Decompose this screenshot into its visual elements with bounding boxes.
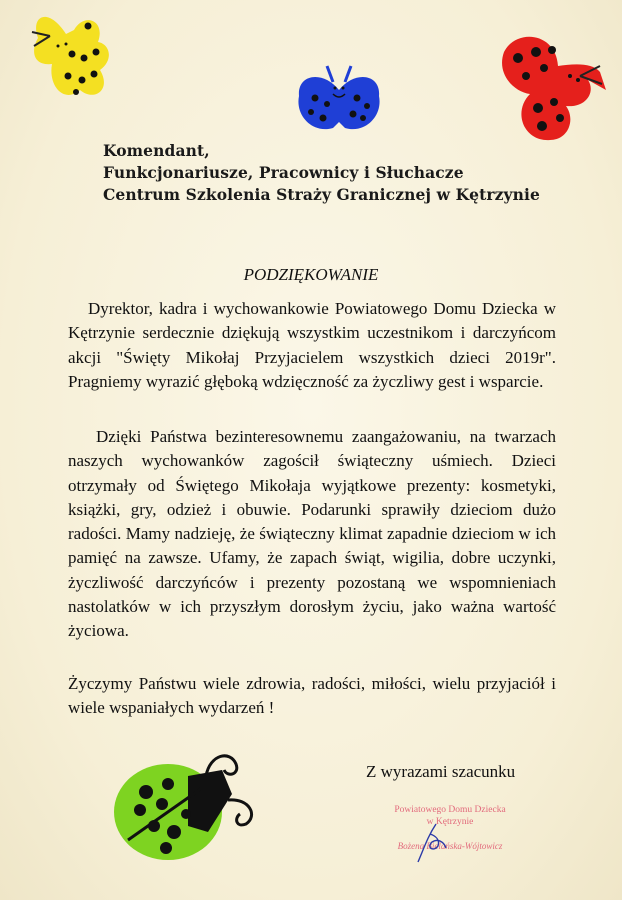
blue-butterfly-decoration: [293, 60, 385, 142]
handwritten-signature: [410, 818, 450, 868]
addressee-line-2: Funkcjonariusze, Pracownicy i Słuchacze: [103, 163, 464, 182]
addressee-block: [103, 140, 540, 206]
paragraph-1: Dyrektor, kadra i wychowankowie Powiatowego Domu Dziecka w Kętrzynie serdecznie dziękują wszystkim uczestnikom i darczyńcom akcji "Święty Mikołaj Przyjacielem wszystkich dzieci 2019r". Pragniemy wyrazić głęboką wdzięczność za życzliwy gest i wsparcie.: [68, 299, 556, 391]
letter-title: PODZIĘKOWANIE: [243, 265, 379, 284]
stamp-line-1: Powiatowego Domu Dziecka: [394, 805, 506, 815]
red-butterfly-decoration: [496, 22, 608, 150]
paragraph-3: Życzymy Państwu wiele zdrowia, radości, miłości, wielu przyjaciół i wiele wspaniałych wydarzeń !: [68, 674, 556, 718]
addressee-line-1: Komendant,: [103, 141, 210, 160]
stamp-signer: Bożena Bielańska-Wójtowicz: [397, 841, 503, 851]
closing-salutation: Z wyrazami szacunku: [366, 762, 516, 781]
green-ladybug-decoration: [110, 748, 260, 866]
yellow-butterfly-decoration: [28, 4, 113, 106]
institution-stamp: [365, 804, 535, 852]
paragraph-2: Dzięki Państwa bezinteresownemu zaangażowaniu, na twarzach naszych wychowanków zagościł świąteczny uśmiech. Dzieci otrzymały od Świętego Mikołaja wyjątkowe prezenty: kosmetyki, książki, gry, odzież i obuwie. Podarunki sprawiły dzieciom dużo radości. Mamy nadzieję, że świąteczny klimat zapadnie dzieciom w ich pamięć na zawsze. Ufamy, że zapach świąt, wigilia, dobre uczynki, życzliwość darczyńców i prezenty pozostaną we wspomnieniach nastolatków w ich przyszłym dorosłym życiu, jako ważna wartość życiowa.: [68, 427, 556, 641]
stamp-line-2: w Kętrzynie: [426, 817, 474, 827]
addressee-line-3: Centrum Szkolenia Straży Granicznej w Kętrzynie: [103, 185, 540, 204]
